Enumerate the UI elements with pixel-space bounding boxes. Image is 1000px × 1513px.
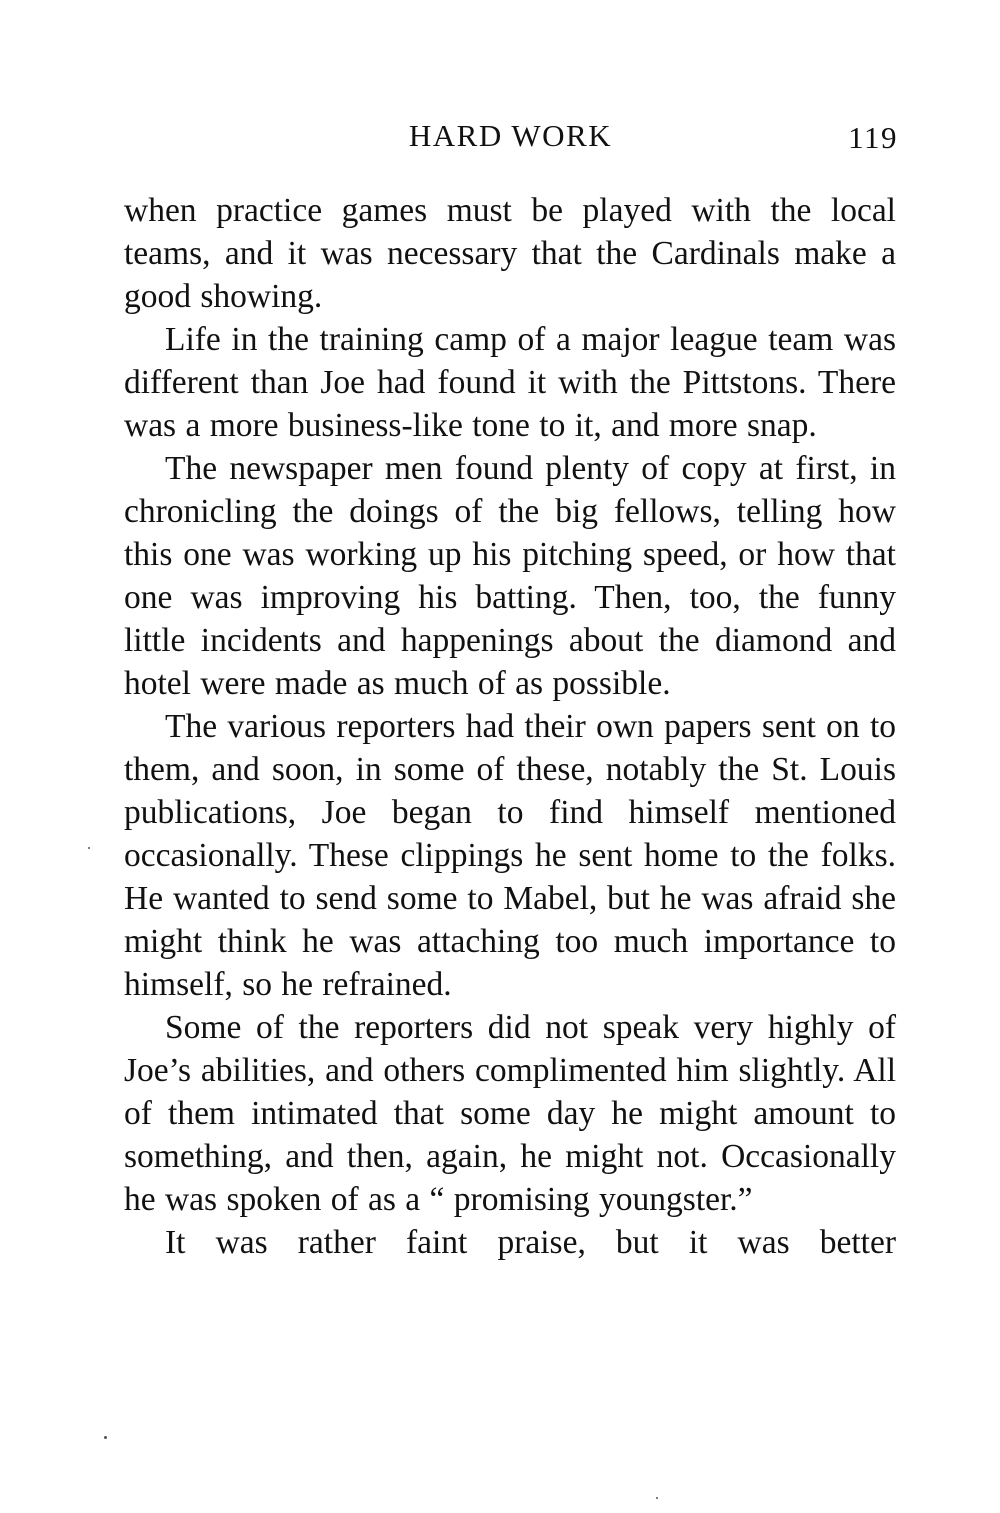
paragraph: The various reporters had their own papers sent on to them, and soon, in some of these, notably the St. Louis publications, Joe began to find himself mentioned occasionally. These clippings he sent home to the folks. He wanted to send some to Mabel, but he was afraid she might think he was attaching too much importance to himself, so he refrained. bbox=[124, 708, 896, 1003]
body-text bbox=[124, 189, 896, 1264]
running-header bbox=[123, 118, 898, 162]
running-title: HARD WORK bbox=[408, 118, 613, 153]
print-speck bbox=[104, 1436, 107, 1439]
paragraph-continued: when practice games must be played with the local teams, and it was necessary that the Cardinals make a good showing. bbox=[124, 192, 896, 315]
paragraph-continues: It was rather faint praise, but it was better bbox=[165, 1224, 896, 1261]
paragraph: Life in the training camp of a major league team was different than Joe had found it with the Pittstons. There was a more business-like tone to it, and more snap. bbox=[124, 321, 896, 444]
paragraph: Some of the reporters did not speak very highly of Joe’s abilities, and others complimented him slightly. All of them intimated that some day he might amount to something, and then, again, he might not. Occasionally he was spoken of as a “ promising youngster.” bbox=[124, 1009, 896, 1218]
paragraph: The newspaper men found plenty of copy at first, in chronicling the doings of the big fellows, telling how this one was working up his pitching speed, or how that one was improving his batting. Then, too, the funny little incidents and happenings about the diamond and hotel were made as much of as possible. bbox=[124, 450, 896, 702]
print-speck bbox=[88, 847, 90, 849]
page-number: 119 bbox=[848, 120, 898, 155]
print-speck bbox=[656, 1497, 658, 1499]
